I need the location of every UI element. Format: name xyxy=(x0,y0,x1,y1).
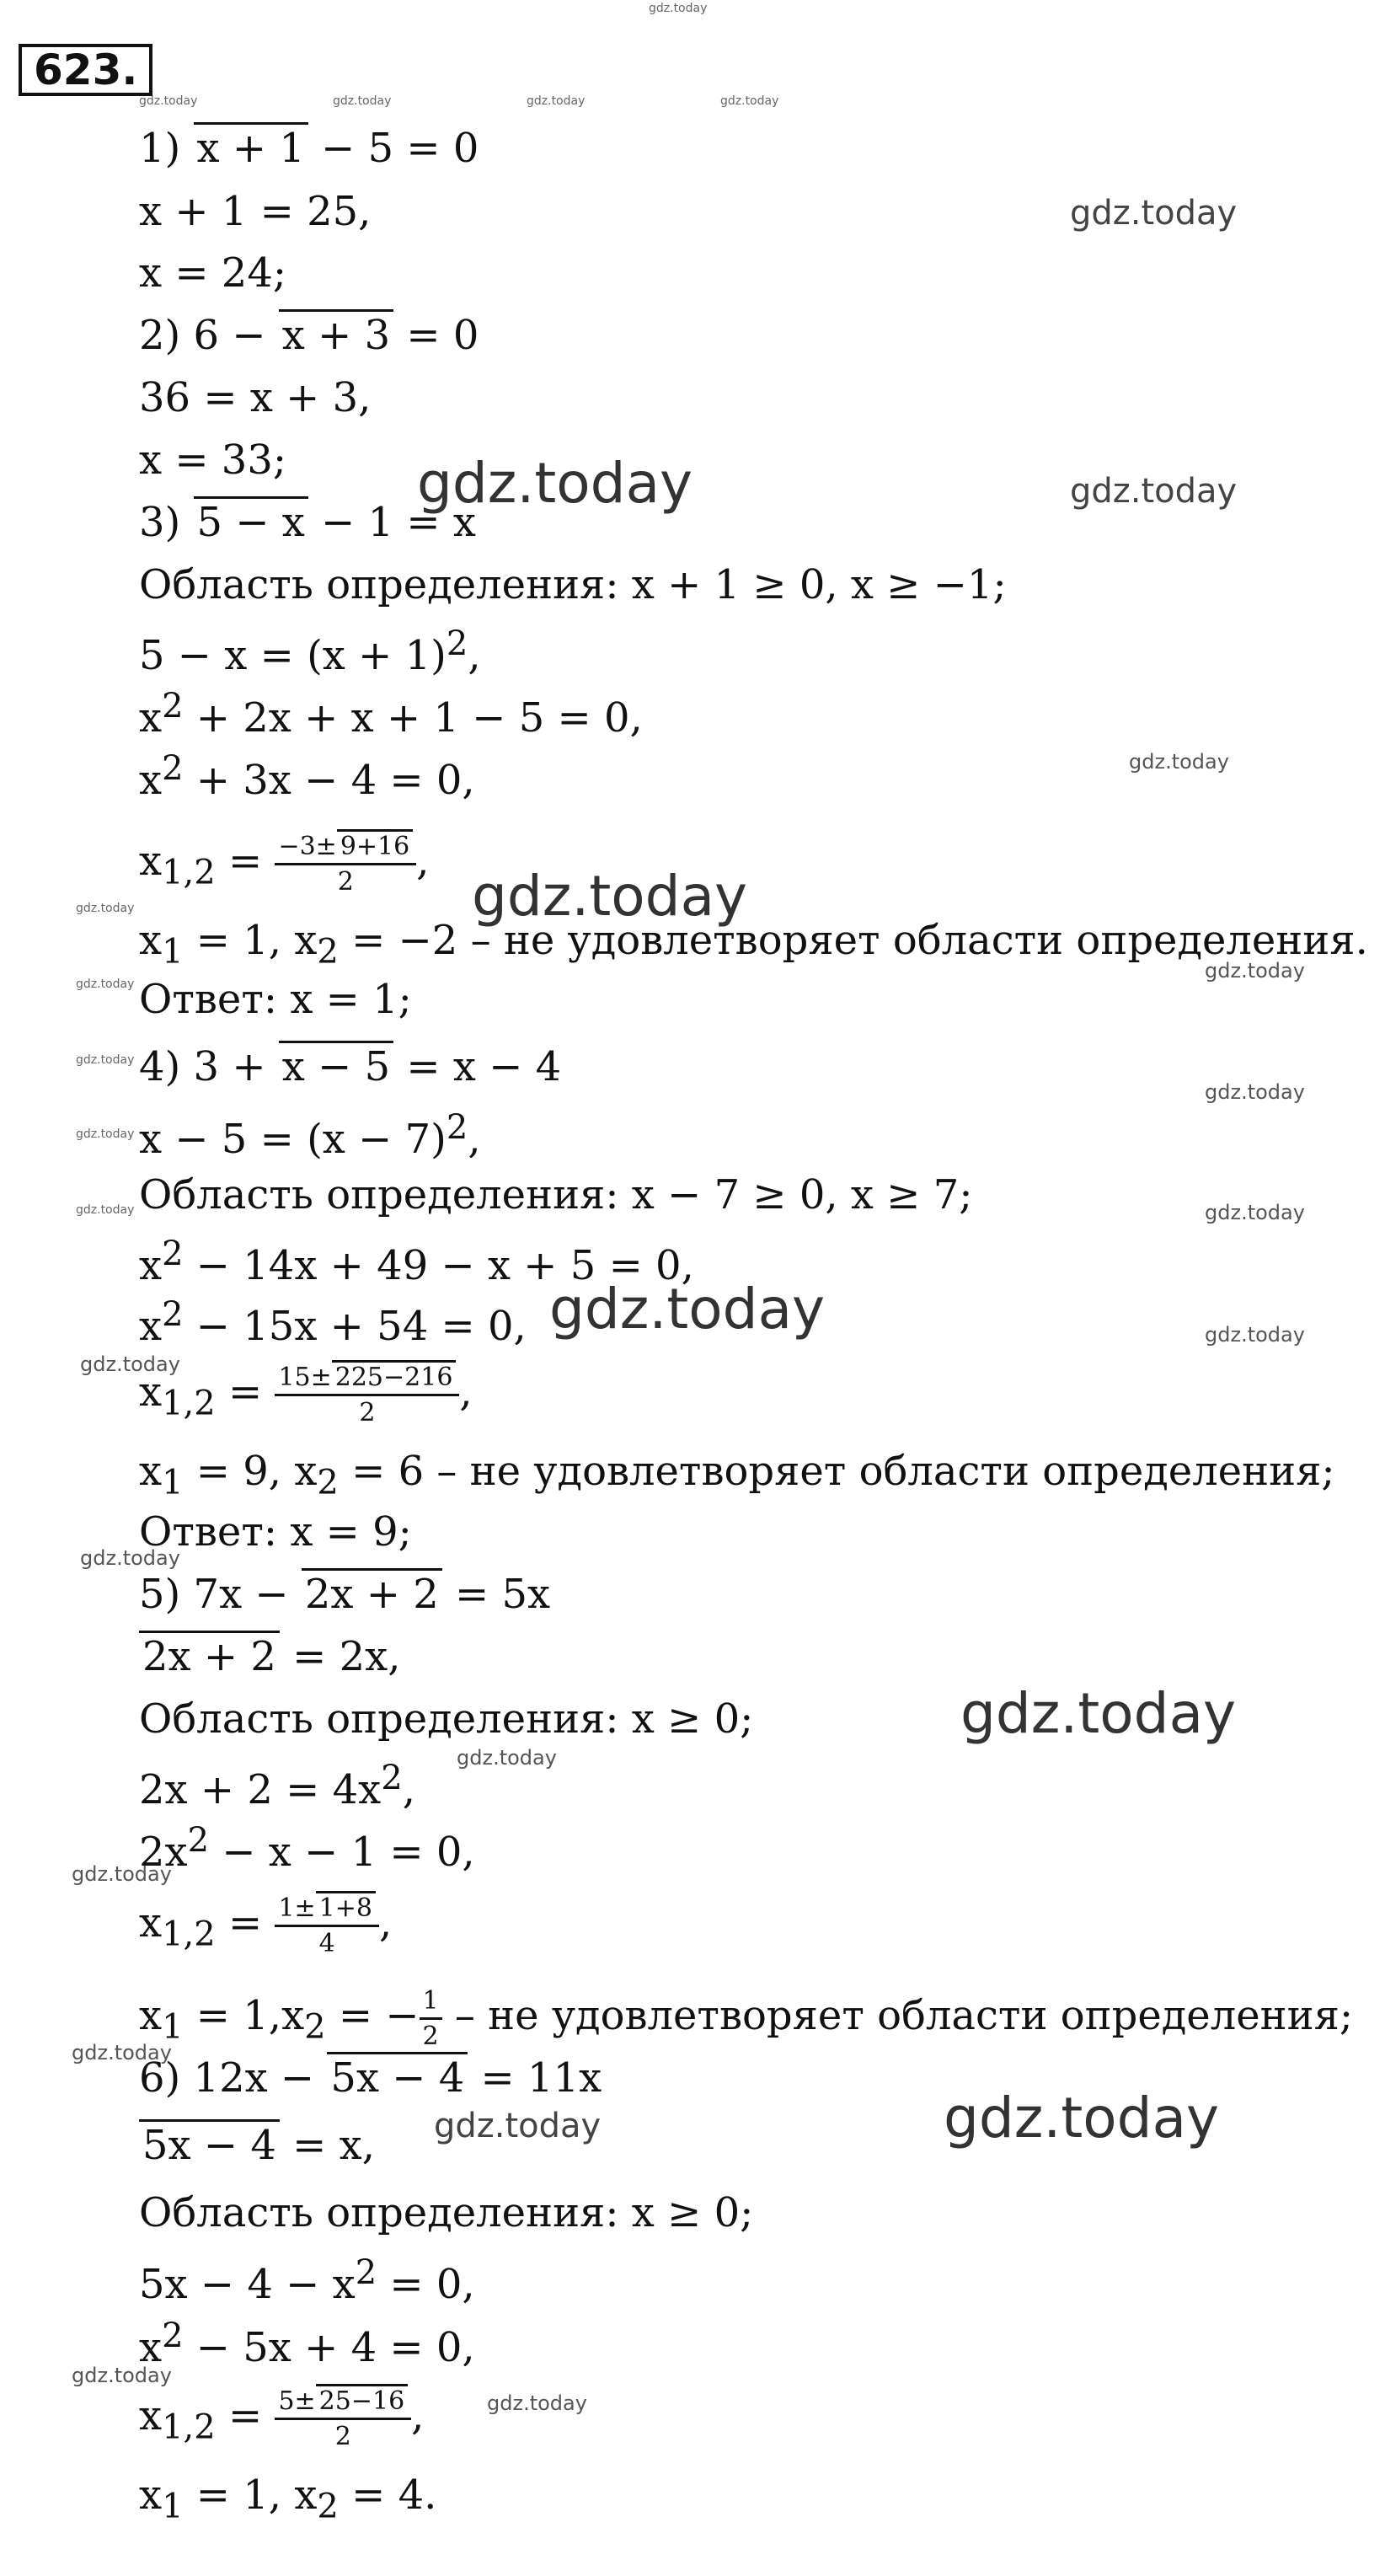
solution-line-28: $x_{1,2}$ = $\frac{1\pm 1+8}{4}$ , xyxy=(139,1892,392,1960)
watermark-text: gdz.today xyxy=(487,2391,587,2415)
watermark-text: gdz.today xyxy=(720,94,779,108)
solution-line-19: $x^2 - 15x + 54 = 0$, xyxy=(139,1295,527,1350)
watermark-text: gdz.today xyxy=(1205,1323,1305,1347)
watermark-text: gdz.today xyxy=(960,1681,1237,1746)
solution-line-29: $x_1 = 1,x_2$ = − $\frac{1}{2}$ – не удовлетворяет области определения; xyxy=(139,1986,1354,2051)
watermark-text: gdz.today xyxy=(417,451,693,516)
solution-line-30: 6) 12x − 5x − 4 = 11x xyxy=(139,2056,602,2101)
watermark-text: gdz.today xyxy=(1070,194,1238,233)
solution-line-35: $x_{1,2}$ = $\frac{5\pm 25-16}{2}$ , xyxy=(139,2385,424,2453)
solution-line-7: 3) 5 − x − 1 = x xyxy=(139,501,476,545)
solution-line-1: 1) x + 1 − 5 = 0 xyxy=(139,126,479,171)
solution-line-13: $x_1 = 1$, $x_2 = -2$ – не удовлетворяет области определения. xyxy=(139,917,1368,972)
solution-line-15: 4) 3 + x − 5 = x − 4 xyxy=(139,1045,561,1090)
solution-line-11: $x^2 + 3x - 4 = 0$, xyxy=(139,749,475,804)
solution-line-14: Ответ: x = 1; xyxy=(139,976,412,1023)
watermark-text: gdz.today xyxy=(527,94,586,108)
solution-line-31: 5x − 4 = x, xyxy=(139,2123,375,2168)
watermark-text: gdz.today xyxy=(649,2,708,15)
watermark-text: gdz.today xyxy=(80,1352,180,1376)
solution-line-5: 36 = x + 3, xyxy=(139,374,372,421)
watermark-text: gdz.today xyxy=(1205,1080,1305,1104)
watermark-text: gdz.today xyxy=(76,1127,135,1141)
watermark-text: gdz.today xyxy=(76,1203,135,1217)
watermark-text: gdz.today xyxy=(1070,472,1238,511)
solution-line-25: Область определения: x ≥ 0; xyxy=(139,1695,754,1743)
watermark-text: gdz.today xyxy=(76,902,135,915)
solution-line-32: Область определения: x ≥ 0; xyxy=(139,2189,754,2236)
solution-line-26: $2x + 2 = 4x^2$, xyxy=(139,1759,415,1813)
solution-line-18: $x^2 - 14x + 49 - x + 5 = 0$, xyxy=(139,1234,694,1289)
solution-line-12: $x_{1,2}$ = $\frac{-3\pm 9+16}{2}$ , xyxy=(139,830,429,898)
watermark-text: gdz.today xyxy=(76,1053,135,1067)
solution-line-22: Ответ: x = 9; xyxy=(139,1508,412,1556)
watermark-text: gdz.today xyxy=(457,1746,557,1770)
solution-line-6: x = 33; xyxy=(139,436,287,484)
solution-line-34: $x^2 - 5x + 4 = 0$, xyxy=(139,2316,475,2371)
solution-line-9: $5 - x = (x + 1)^2$, xyxy=(139,624,481,679)
watermark-text: gdz.today xyxy=(434,2107,602,2145)
watermark-text: gdz.today xyxy=(80,1546,180,1570)
solution-line-16: $x - 5 = (x - 7)^2$, xyxy=(139,1108,481,1163)
watermark-text: gdz.today xyxy=(333,94,392,108)
watermark-text: gdz.today xyxy=(1205,1201,1305,1224)
watermark-text: gdz.today xyxy=(944,2086,1220,2150)
solution-line-33: $5x - 4 - x^2 = 0$, xyxy=(139,2253,475,2308)
problem-number: 623. xyxy=(19,44,152,96)
solution-line-3: x = 24; xyxy=(139,249,287,297)
watermark-text: gdz.today xyxy=(72,2364,172,2387)
watermark-text: gdz.today xyxy=(1205,959,1305,983)
solution-line-2: x + 1 = 25, xyxy=(139,188,372,235)
solution-line-8: Область определения: x + 1 ≥ 0, x ≥ −1; xyxy=(139,561,1007,608)
watermark-text: gdz.today xyxy=(139,94,198,108)
watermark-text: gdz.today xyxy=(76,977,135,991)
watermark-text: gdz.today xyxy=(472,864,748,929)
solution-line-36: $x_1 = 1$, $x_2 = 4$. xyxy=(139,2472,437,2526)
solution-line-24: 2x + 2 = 2x, xyxy=(139,1635,401,1679)
solution-line-21: $x_1 = 9$, $x_2 = 6$ – не удовлетворяет области определения; xyxy=(139,1448,1335,1502)
solution-line-17: Область определения: x − 7 ≥ 0, x ≥ 7; xyxy=(139,1171,973,1218)
solution-line-10: $x^2 + 2x + x + 1 - 5 = 0$, xyxy=(139,687,643,742)
solution-line-27: $2x^2 - x - 1 = 0$, xyxy=(139,1821,475,1876)
solution-line-20: $x_{1,2}$ = $\frac{15\pm 225-216}{2}$ , xyxy=(139,1361,473,1429)
watermark-text: gdz.today xyxy=(549,1277,826,1342)
watermark-text: gdz.today xyxy=(1129,750,1229,774)
solution-line-4: 2) 6 − x + 3 = 0 xyxy=(139,313,479,358)
watermark-text: gdz.today xyxy=(72,2041,172,2065)
watermark-text: gdz.today xyxy=(72,1862,172,1886)
solution-line-23: 5) 7x − 2x + 2 = 5x xyxy=(139,1572,550,1617)
